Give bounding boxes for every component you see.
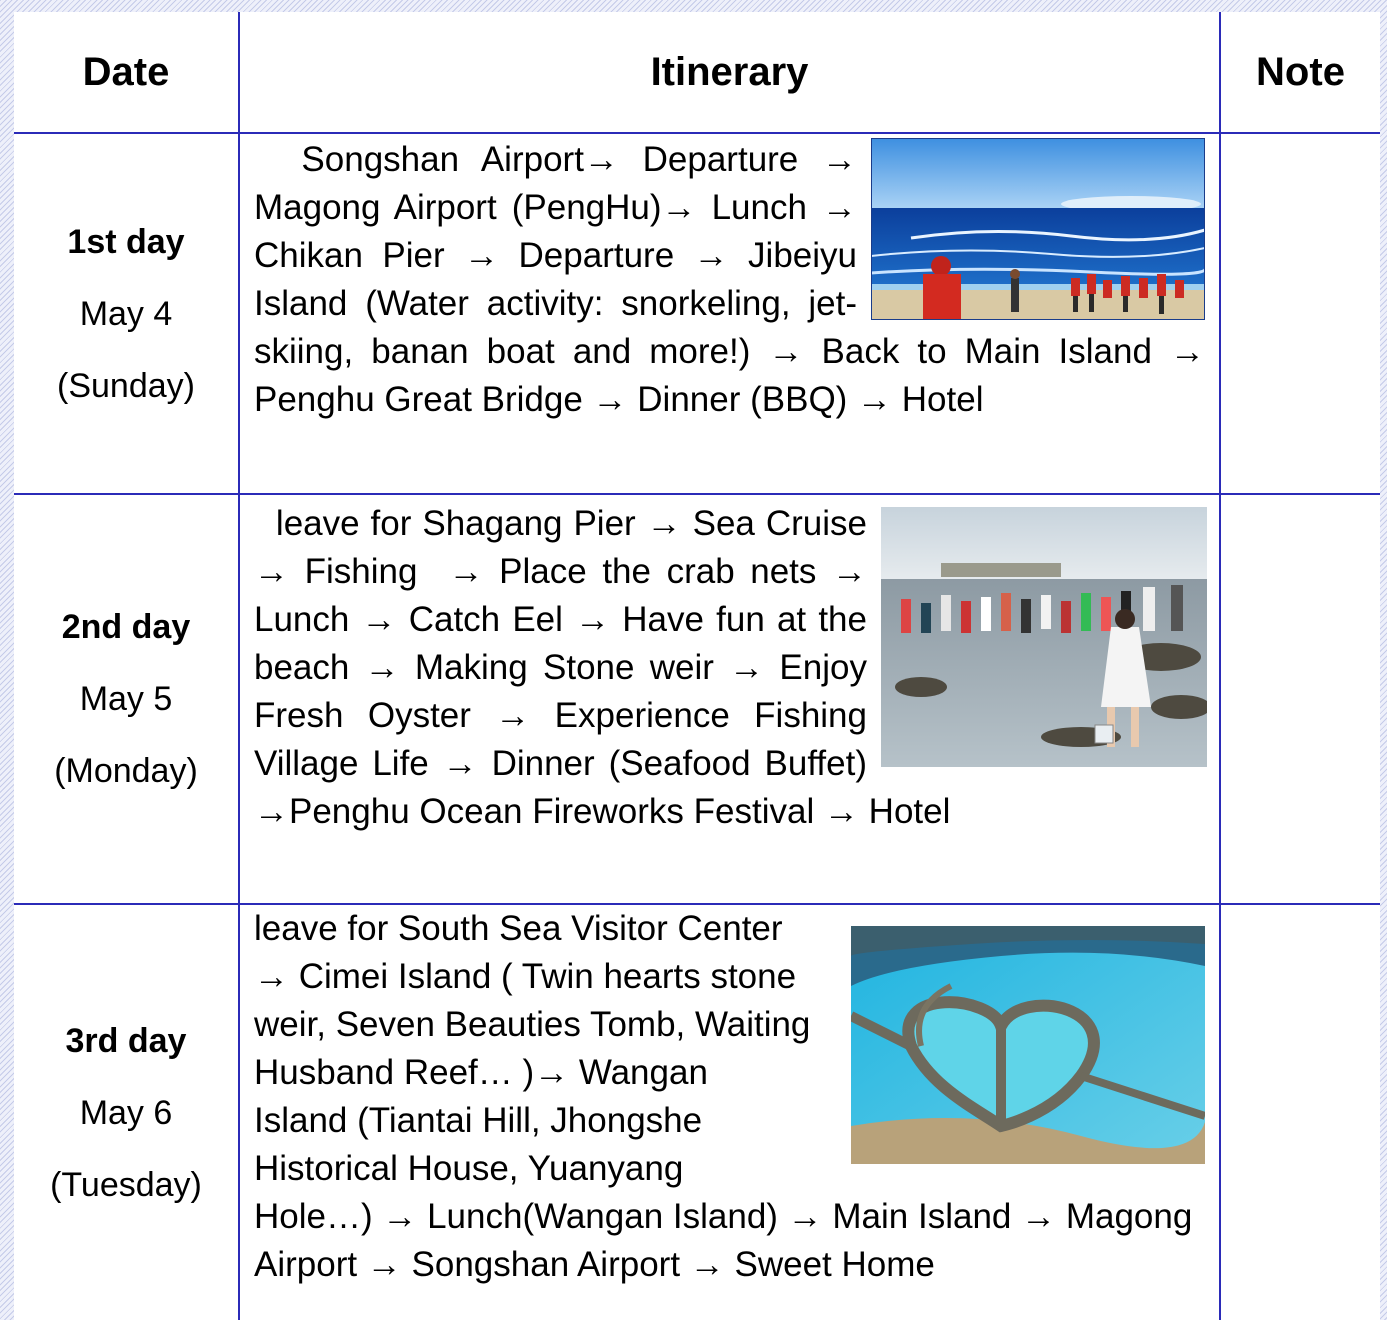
weekday-label: (Monday) [54, 752, 198, 790]
weekday-label: (Sunday) [57, 366, 195, 405]
itinerary-table [14, 12, 1380, 1320]
date-cell-day-1 [14, 134, 238, 493]
itinerary-cell-day-2 [254, 500, 1205, 836]
note-cell-day-2 [1221, 495, 1380, 903]
day-label: 2nd day [61, 608, 191, 646]
date-cell-day-2 [14, 495, 238, 903]
itinerary-cell-day-3 [254, 905, 1205, 1289]
header-note: Note [1256, 49, 1345, 94]
itinerary-text: Songshan Airport→ Departure → Magong Airport (PengHu)→ Lunch → Chikan Pier → Departure → Jibeiyu Island (Water activity: snorkeling, jet-skiing, banan boat and more!) → Back to Main Island → Penghu Great Bridge → Dinner (BBQ) → Hotel [254, 140, 1205, 419]
header-date: Date [82, 49, 170, 94]
weekday-label: (Tuesday) [50, 1165, 202, 1204]
beach-jetski-photo [871, 138, 1205, 320]
date-label: May 6 [79, 1093, 173, 1132]
itinerary-text: leave for South Sea Visitor Center → Cimei Island ( Twin hearts stone weir, Seven Beauties Tomb, Waiting Husband Reef… )→ Wangan Island (Tiantai Hill, Jhongshe Historical House, Yuanyang Hole…) → Lunch(Wangan Island) → Main Island → Magong Airport → Songshan Airport → Sweet Home [254, 909, 1193, 1284]
date-label: May 5 [79, 680, 173, 718]
note-cell-day-3 [1221, 905, 1380, 1320]
note-cell-day-1 [1221, 134, 1380, 493]
header-itinerary: Itinerary [650, 49, 809, 94]
tidal-flat-crowd-photo [881, 507, 1207, 767]
day-label: 3rd day [65, 1021, 187, 1060]
itinerary-cell-day-1 [254, 136, 1205, 424]
date-label: May 4 [79, 294, 173, 333]
day-label: 1st day [67, 222, 185, 261]
date-cell-day-3 [14, 905, 238, 1320]
column-divider-date [238, 12, 240, 1320]
itinerary-text: leave for Shagang Pier → Sea Cruise → Fishing → Place the crab nets → Lunch → Catch Eel → Have fun at the beach → Making Stone weir → Enjoy Fresh Oyster → Experience Fishing Village Life → Dinner (Seafood Buffet) →Penghu Ocean Fireworks Festival → Hotel [254, 504, 951, 831]
twin-hearts-stone-weir-photo [851, 926, 1205, 1164]
